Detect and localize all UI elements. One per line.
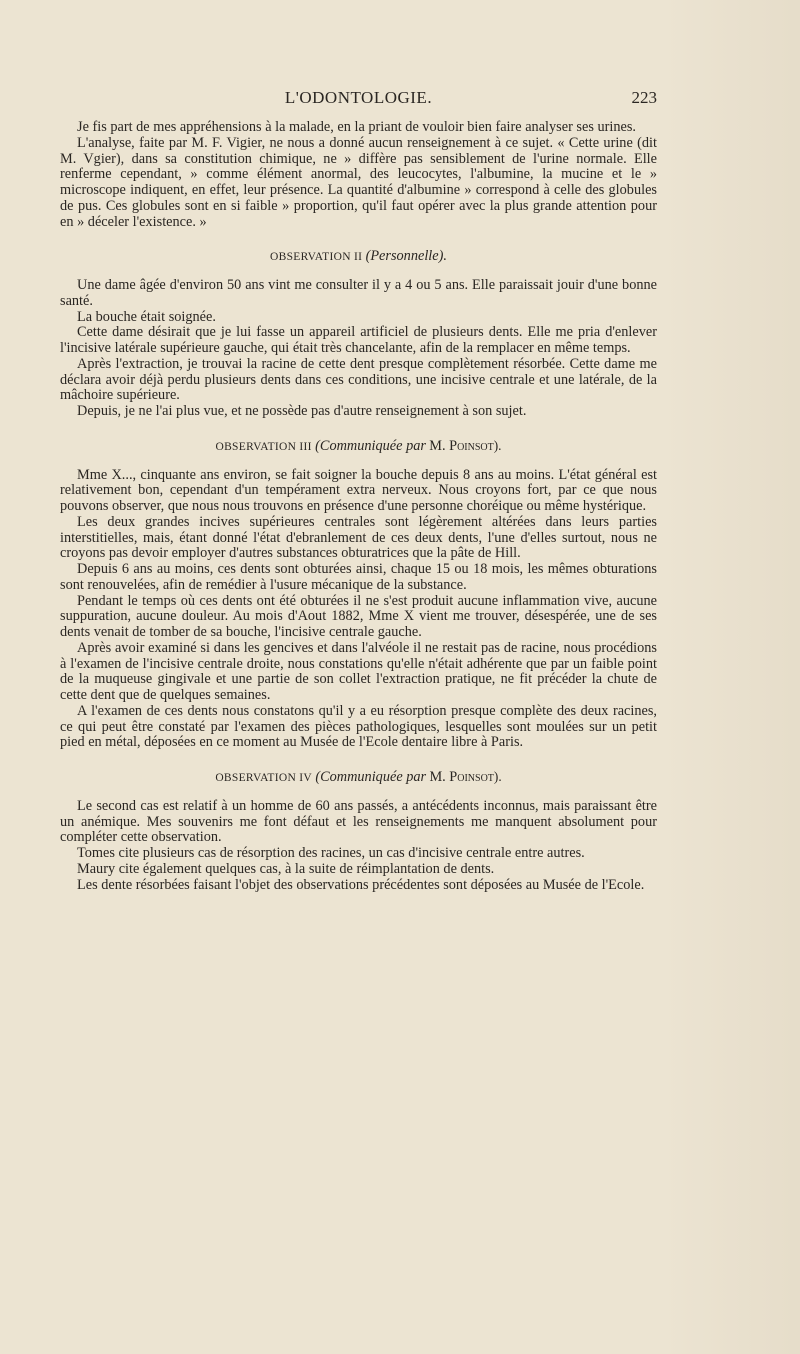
observation-heading <box>60 248 657 266</box>
paragraph: Depuis 6 ans au moins, ces dents sont obturées ainsi, chaque 15 ou 18 mois, les mêmes obturations sont renouvelées, afin de remédier à l'usure mécanique de la substance. <box>60 561 657 593</box>
page-header <box>60 88 657 112</box>
article-body <box>60 120 657 893</box>
paragraph: Cette dame désirait que je lui fasse un appareil artificiel de plusieurs dents. Elle me pria d'enlever l'incisive latérale supérieure gauche, qui était très chancelante, afin de la remplacer en même temps. <box>60 324 657 356</box>
observation-label: OBSERVATION III <box>215 440 312 453</box>
paragraph: Pendant le temps où ces dents ont été obturées il ne s'est produit aucune inflammation vive, aucune suppuration, aucune douleur. Au mois d'Aout 1882, Mme X vient me trouver, désespérée, une de ses dents venait de tomber de sa bouche, l'incisive centrale gauche. <box>60 592 657 640</box>
observation-qualifier: (Personnelle). <box>365 248 447 265</box>
page-number: 223 <box>631 88 657 107</box>
observation-label: OBSERVATION IV <box>215 772 312 784</box>
paragraph: Le second cas est relatif à un homme de 60 ans passés, a antécédents inconnus, mais paraissant être un anémique. Mes souvenirs me font défaut et les renseignements me manquent absolument pour compléter cette observation. <box>60 797 657 846</box>
paragraph: Une dame âgée d'environ 50 ans vint me consulter il y a 4 ou 5 ans. Elle paraissait jouir d'une bonne santé. <box>60 277 657 309</box>
paragraph: Les deux grandes incives supérieures centrales sont légèrement altérées dans leurs parties interstitielles, mais, étant donné l'état d'ebranlement de ces deux dents, l'une d'elles surtout, nous ne croyons pas devoir employer d'autres substances obturatrices que la pâte de Hill. <box>60 513 657 562</box>
observation-heading <box>60 438 657 456</box>
paragraph: Les dente résorbées faisant l'objet des observations précédentes sont déposées au Musée de l'Ecole. <box>77 876 645 893</box>
page-edge-shading <box>660 0 800 1354</box>
paragraph: L'analyse, faite par M. F. Vigier, ne nous a donné aucun renseignement à ce sujet. « Cette urine (dit M. Vgier), dans sa constitution chimique, ne » diffère pas sensiblement de l'urine normale. Elle renferme cependant, » comme élément anormal, des leucocytes, l'albumine, la mucine et le » microscope indiquent, en effet, leur présence. La quantité d'albumine » correspond à celle des globules de pus. Ces globules sont en si faible » proportion, qu'il faut opérer avec la plus grande attention pour en » déceler l'existence. » <box>60 134 657 230</box>
observation-label: OBSERVATION II <box>270 251 363 264</box>
observation-author: M. Poinsot <box>429 769 494 785</box>
paragraph: Mme X..., cinquante ans environ, se fait soigner la bouche depuis 8 ans au moins. L'état général est relativement bon, cependant d'un tempérament extra nerveux. Nous croyons fort, par ce que nous pouvons observer, que nous nous trouvons en présence d'une personne choréique ou même hystérique. <box>60 466 657 514</box>
observation-closing: ). <box>493 437 502 453</box>
paragraph: La bouche était soignée. <box>77 308 216 325</box>
paragraph: Après l'extraction, je trouvai la racine de cette dent presque complètement résorbée. Cette dame me déclara avoir déjà perdu plusieurs dents dans ces conditions, une incisive centrale et une latérale, de la mâchoire supérieure. <box>60 355 657 404</box>
paragraph: Après avoir examiné si dans les gencives et dans l'alvéole il ne restait pas de racine, nous procédions à l'examen de l'incisive centrale droite, nous constations qu'elle n'était adhérente que par un faible point de la muqueuse gingivale et une partie de son collet l'extraction pratique, ne fit précéder la chute de cette dent que de quelques semaines. <box>60 639 657 703</box>
observation-heading <box>60 769 657 787</box>
observation-qualifier: (Communiquée par <box>315 437 426 454</box>
paragraph: Depuis, je ne l'ai plus vue, et ne possède pas d'autre renseignement à son sujet. <box>77 403 527 419</box>
observation-qualifier: (Communiquée par <box>315 769 427 785</box>
running-title: L'ODONTOLOGIE. <box>284 88 433 107</box>
observation-author: M. Poinsot <box>429 437 494 454</box>
paragraph: Je fis part de mes appréhensions à la malade, en la priant de vouloir bien faire analyser ses urines. <box>77 119 636 135</box>
paragraph: Maury cite également quelques cas, à la suite de réimplantation de dents. <box>77 860 495 877</box>
observation-closing: ). <box>493 769 502 784</box>
paragraph: Tomes cite plusieurs cas de résorption des racines, un cas d'incisive centrale entre autres. <box>77 845 585 861</box>
paragraph: A l'examen de ces dents nous constatons qu'il y a eu résorption presque complète des deux racines, ce qui peut être constaté par l'examen des pièces pathologiques, lesquelles sont moulées sur un petit pied en métal, déposées en ce moment au Musée de l'Ecole dentaire libre à Paris. <box>60 702 657 751</box>
